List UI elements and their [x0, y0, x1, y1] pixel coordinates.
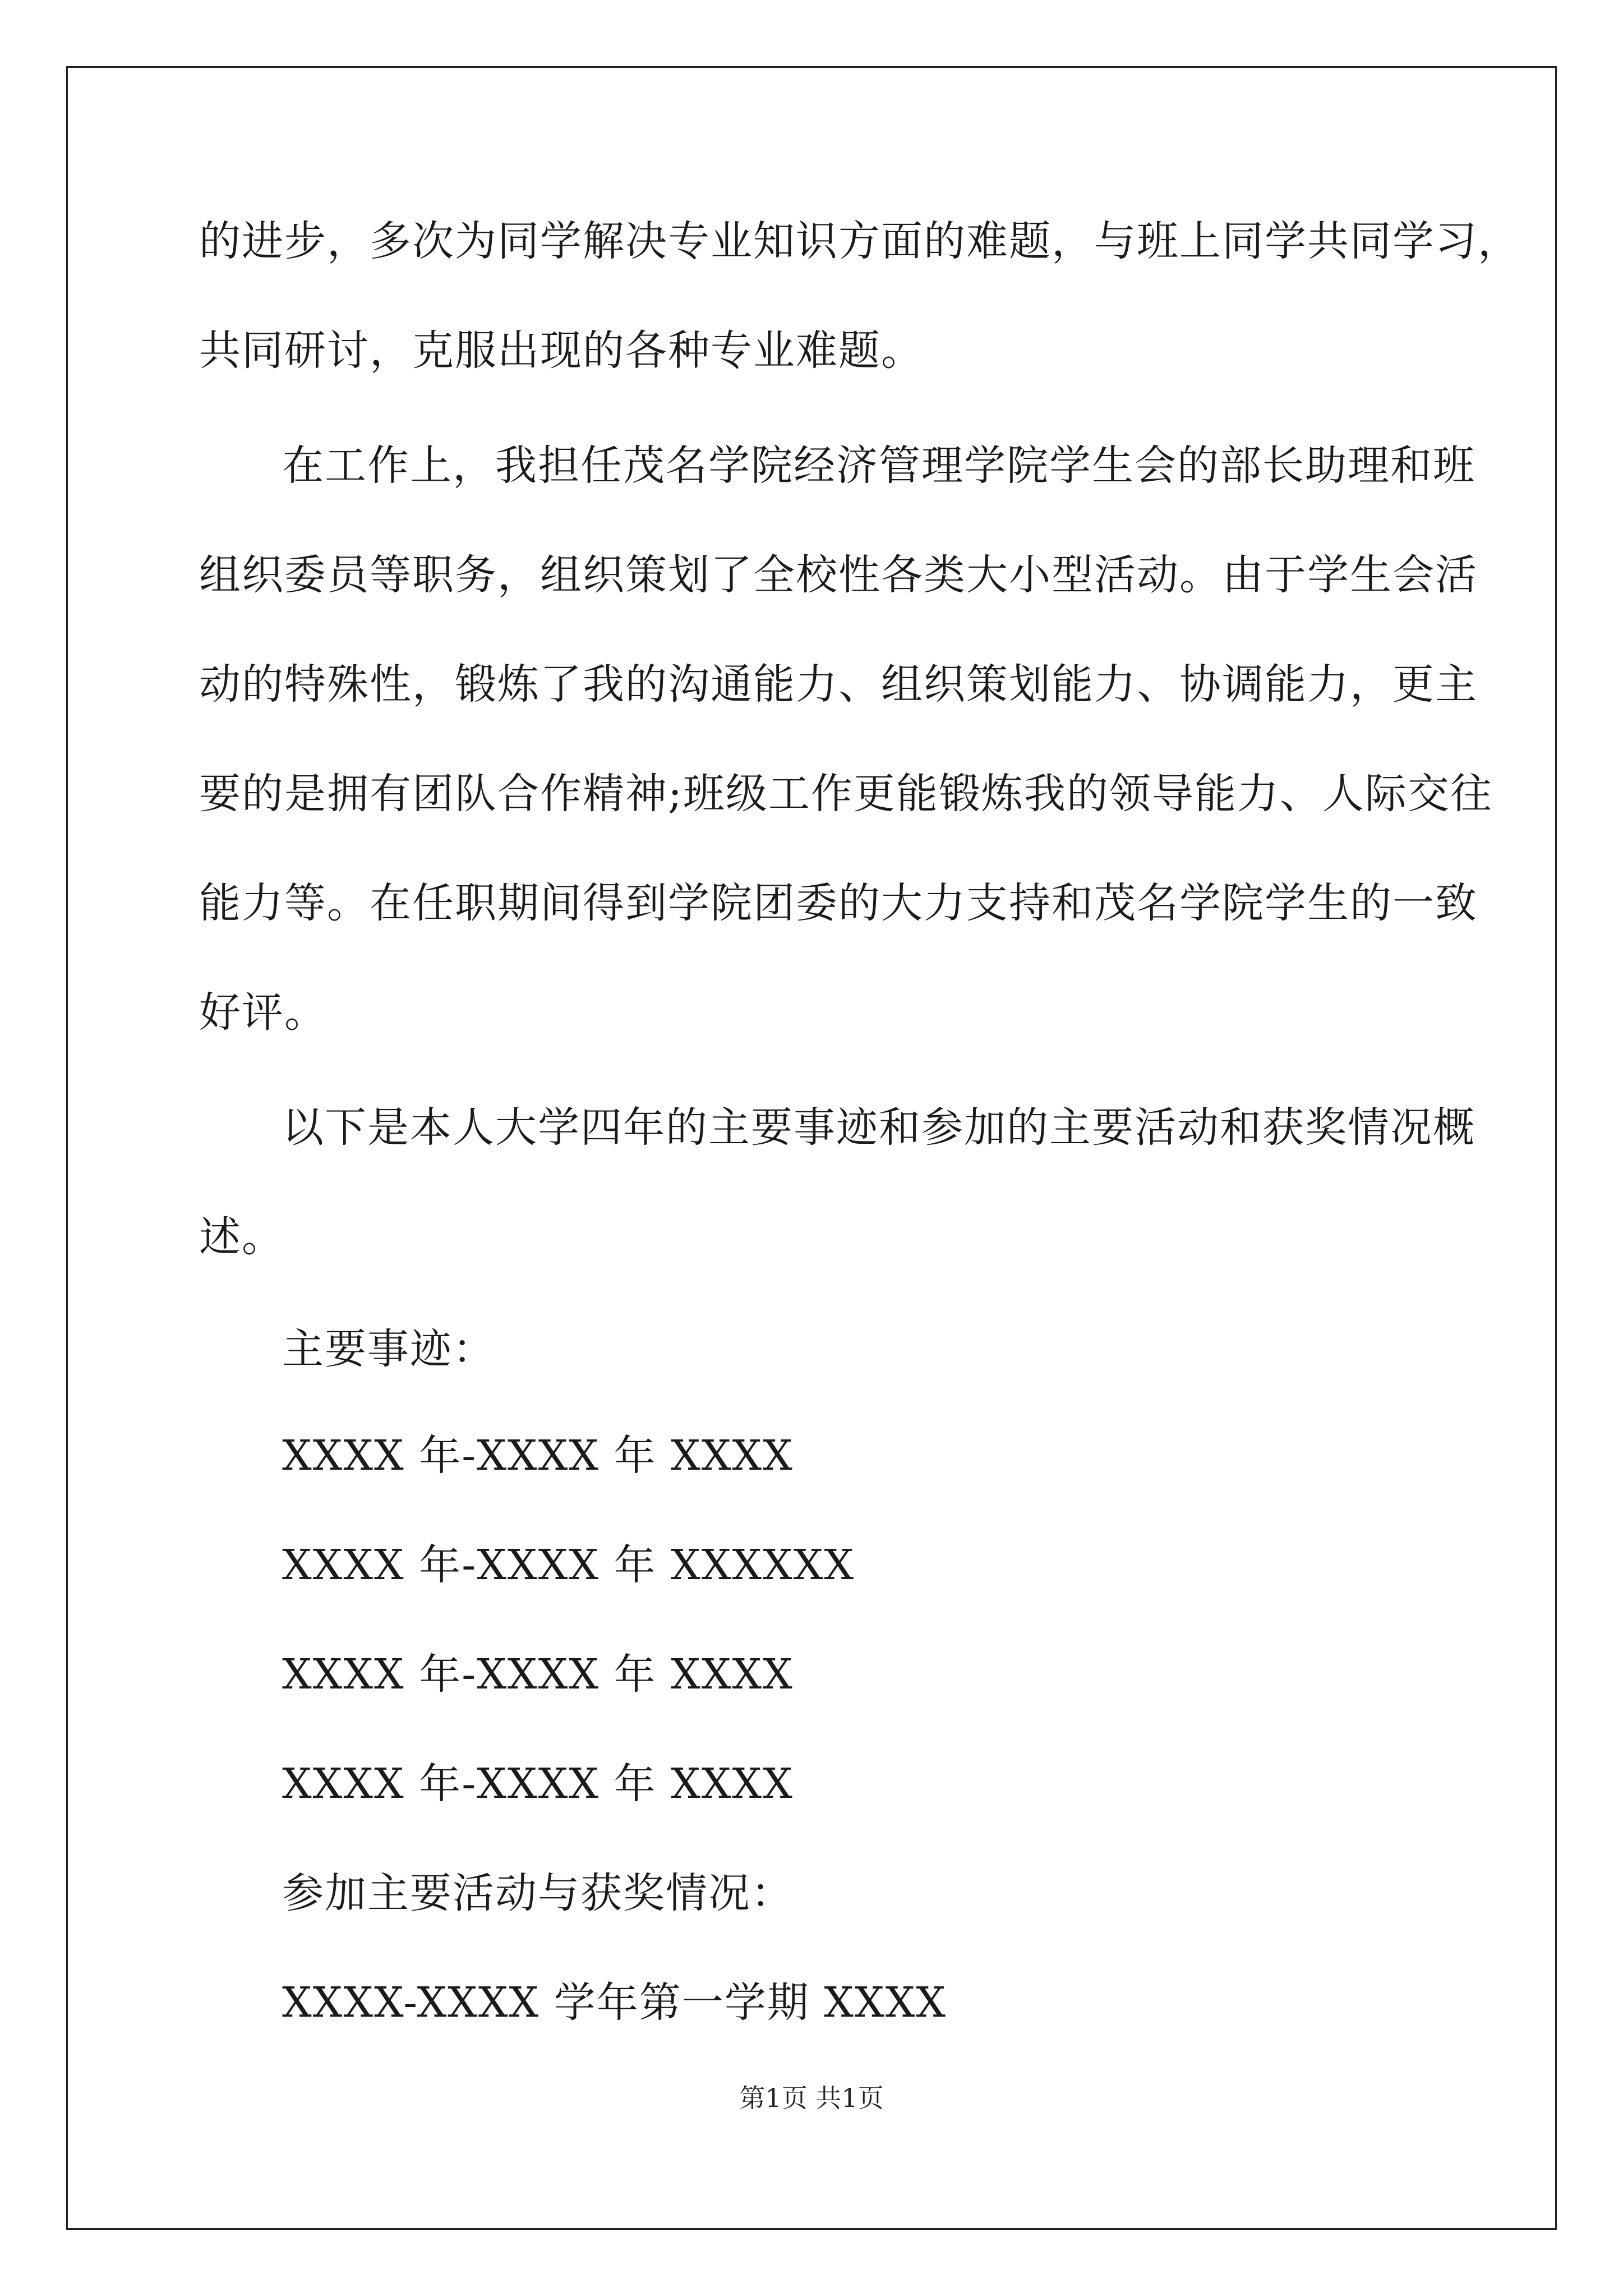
text-line: 能力等。在任职期间得到学院团委的大力支持和茂名学院学生的一致: [199, 879, 1478, 927]
text-line: 以下是本人大学四年的主要事迹和参加的主要活动和获奖情况概: [282, 1103, 1476, 1152]
text-line: XXXX 年-XXXX 年 XXXX: [282, 1650, 794, 1699]
text-line: 的进步，多次为同学解决专业知识方面的难题，与班上同学共同学习，: [199, 217, 1520, 265]
text-line: 共同研讨，克服出现的各种专业难题。: [199, 326, 924, 375]
text-line: 要的是拥有团队合作精神;班级工作更能锻炼我的领导能力、人际交往: [199, 770, 1493, 818]
text-line: 在工作上，我担任茂名学院经济管理学院学生会的部长助理和班: [282, 441, 1476, 490]
text-line: 述。: [199, 1213, 284, 1261]
text-line: XXXX-XXXX 学年第一学期 XXXX: [282, 1978, 947, 2027]
text-line: XXXX 年-XXXX 年 XXXXXX: [282, 1541, 855, 1589]
text-line: XXXX 年-XXXX 年 XXXX: [282, 1760, 794, 1808]
text-line: 主要事迹：: [282, 1325, 495, 1373]
text-line: XXXX 年-XXXX 年 XXXX: [282, 1432, 794, 1480]
text-line: 参加主要活动与获奖情况：: [282, 1869, 794, 1917]
text-line: 好评。: [199, 988, 327, 1037]
text-line: 动的特殊性，锻炼了我的沟通能力、组织策划能力、协调能力，更主: [199, 660, 1478, 708]
page-footer: 第1页 共1页: [739, 2083, 884, 2113]
text-line: 组织委员等职务，组织策划了全校性各类大小型活动。由于学生会活: [199, 551, 1478, 599]
